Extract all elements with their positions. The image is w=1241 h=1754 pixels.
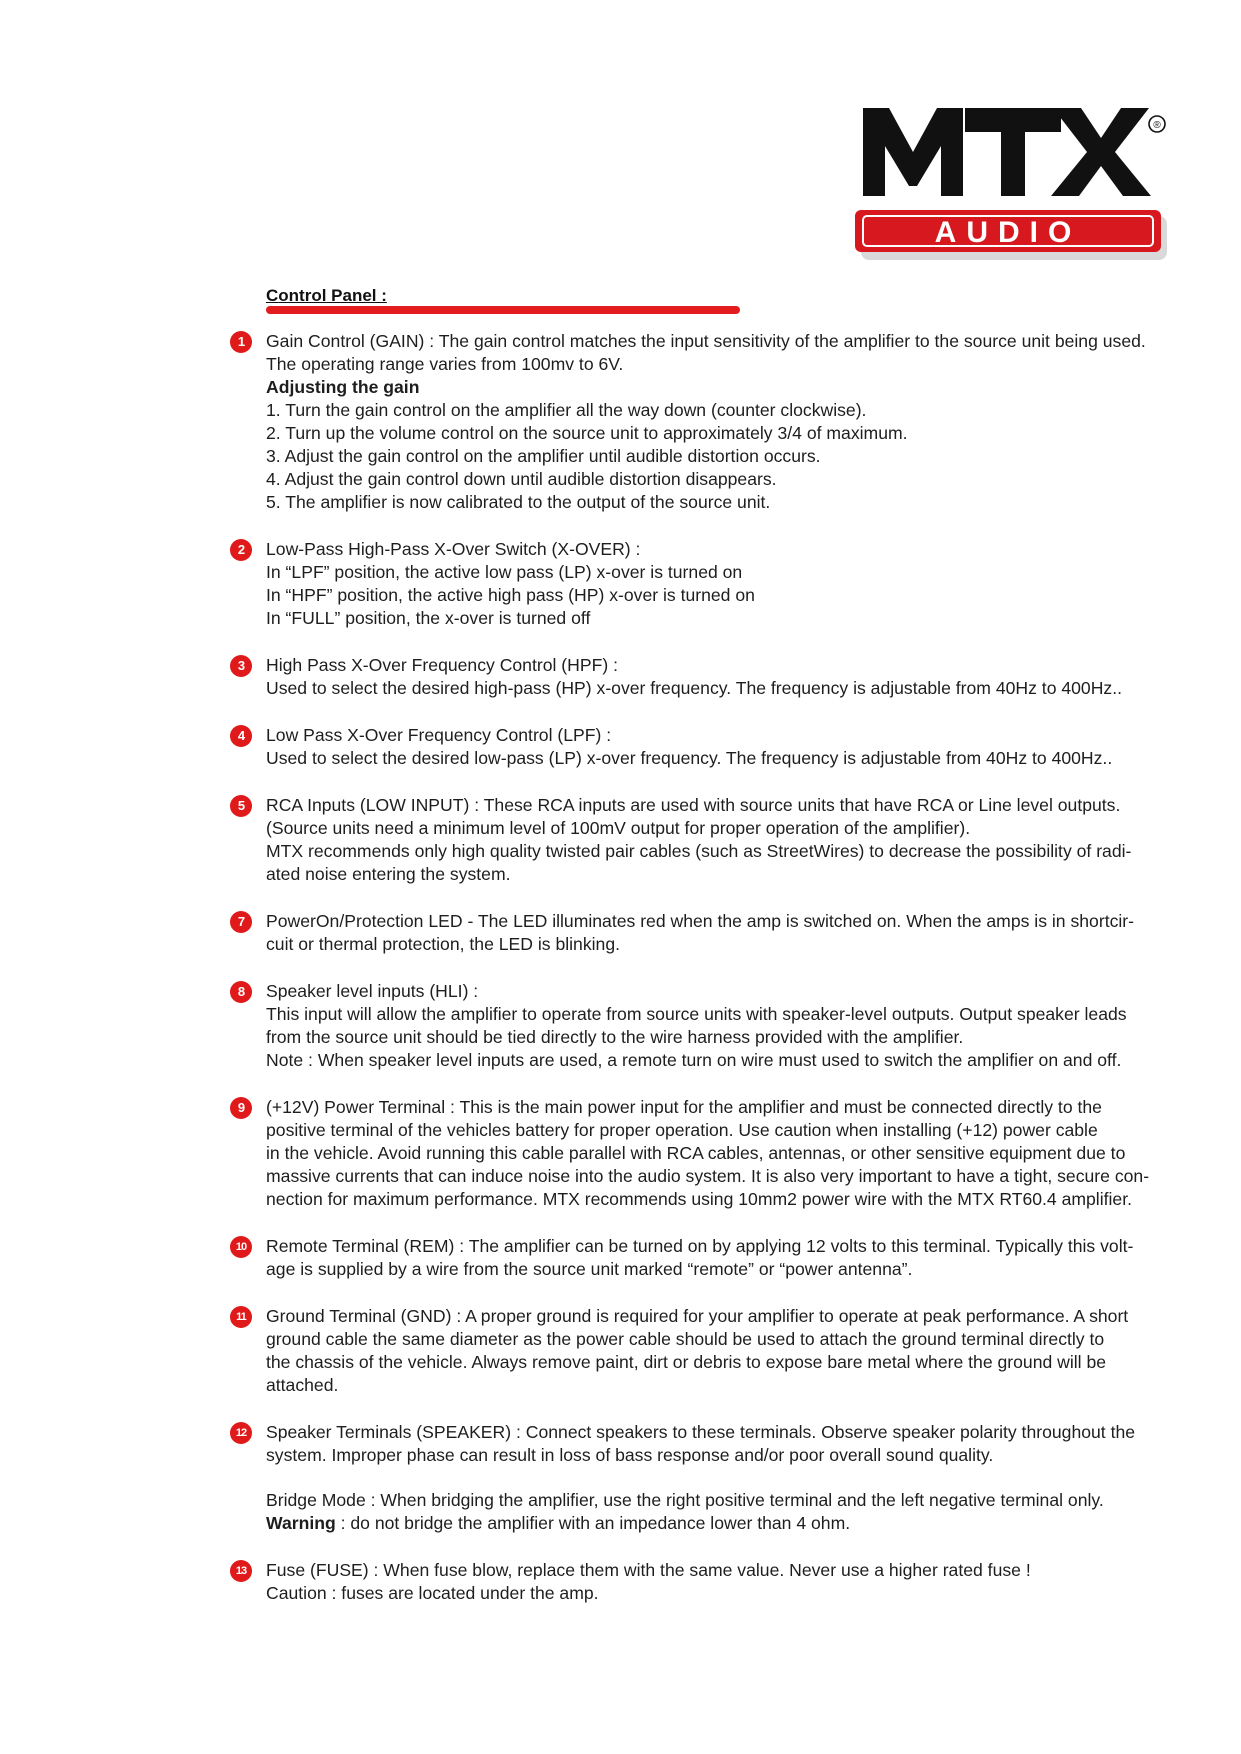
control-item — [230, 1305, 1190, 1397]
warning-text: : do not bridge the amplifier with an impedance lower than 4 ohm. — [335, 1513, 851, 1533]
step-line: 5. The amplifier is now calibrated to the output of the source unit. — [266, 492, 771, 512]
item-number-badge: 13 — [230, 1560, 252, 1582]
item-text-line: Remote Terminal (REM) : The amplifier can be turned on by applying 12 volts to this terminal. Typically this volt- — [266, 1236, 1134, 1256]
item-number-badge: 5 — [230, 795, 252, 817]
item-text-line: ated noise entering the system. — [266, 864, 511, 884]
control-item — [230, 980, 1190, 1072]
registered-mark: ® — [1153, 120, 1161, 131]
item-text-line: In “LPF” position, the active low pass (LP) x-over is turned on — [266, 562, 743, 582]
logo-audio-text: AUDIO — [934, 216, 1082, 249]
control-item — [230, 910, 1190, 956]
item-text-line: Note : When speaker level inputs are used, a remote turn on wire must used to switch the amplifier on and off. — [266, 1050, 1122, 1070]
item-number-badge: 3 — [230, 655, 252, 677]
item-text-line: cuit or thermal protection, the LED is blinking. — [266, 934, 620, 954]
item-text-line: Caution : fuses are located under the amp. — [266, 1583, 599, 1603]
item-text-line: positive terminal of the vehicles battery for proper operation. Use caution when installing (+12) power cable — [266, 1120, 1098, 1140]
item-text-line: Speaker level inputs (HLI) : — [266, 981, 479, 1001]
item-number-badge: 7 — [230, 911, 252, 933]
item-text-line: (Source units need a minimum level of 100mV output for proper operation of the amplifier). — [266, 818, 971, 838]
item-text-line: system. Improper phase can result in loss of bass response and/or poor overall sound quality. — [266, 1445, 994, 1465]
item-text-line: Gain Control (GAIN) : The gain control matches the input sensitivity of the amplifier to the source unit being used. — [266, 331, 1146, 351]
item-text-line: massive currents that can induce noise into the audio system. It is also very important to have a tight, secure con- — [266, 1166, 1150, 1186]
step-line: 3. Adjust the gain control on the amplifier until audible distortion occurs. — [266, 446, 821, 466]
item-number-badge: 10 — [230, 1236, 252, 1258]
control-item — [230, 1235, 1190, 1281]
item-number-badge: 12 — [230, 1422, 252, 1444]
item-text-line: Fuse (FUSE) : When fuse blow, replace them with the same value. Never use a higher rated fuse ! — [266, 1560, 1031, 1580]
control-item — [230, 1096, 1190, 1211]
item-number-badge: 4 — [230, 725, 252, 747]
control-item — [230, 724, 1190, 770]
control-item — [230, 1559, 1190, 1605]
control-item — [230, 538, 1190, 630]
item-number-badge: 8 — [230, 981, 252, 1003]
item-text-line: in the vehicle. Avoid running this cable parallel with RCA cables, antennas, or other sensitive equipment due to — [266, 1143, 1126, 1163]
control-panel-list — [230, 330, 1190, 1605]
warning-label: Warning — [266, 1513, 336, 1533]
item-text-line: Used to select the desired low-pass (LP) x-over frequency. The frequency is adjustable from 40Hz to 400Hz.. — [266, 748, 1113, 768]
item-text-line: Used to select the desired high-pass (HP) x-over frequency. The frequency is adjustable from 40Hz to 400Hz.. — [266, 678, 1122, 698]
control-item — [230, 330, 1190, 514]
item-text-line: nection for maximum performance. MTX recommends using 10mm2 power wire with the MTX RT60.4 amplifier. — [266, 1189, 1132, 1209]
page-title: Control Panel : — [266, 286, 387, 305]
item-text-line: (+12V) Power Terminal : This is the main power input for the amplifier and must be connected directly to the — [266, 1097, 1102, 1117]
item-text-line: the chassis of the vehicle. Always remove paint, dirt or debris to expose bare metal where the ground will be — [266, 1352, 1107, 1372]
item-text-line: RCA Inputs (LOW INPUT) : These RCA inputs are used with source units that have RCA or Line level outputs. — [266, 795, 1121, 815]
warning-note — [266, 1512, 1190, 1535]
item-text-line: age is supplied by a wire from the source unit marked “remote” or “power antenna”. — [266, 1259, 913, 1279]
item-text-line: High Pass X-Over Frequency Control (HPF) : — [266, 655, 618, 675]
sub-heading: Adjusting the gain — [266, 377, 420, 397]
item-text-line: Low-Pass High-Pass X-Over Switch (X-OVER) : — [266, 539, 641, 559]
item-number-badge: 11 — [230, 1306, 252, 1328]
item-text-line: Low Pass X-Over Frequency Control (LPF) : — [266, 725, 612, 745]
item-text-line: PowerOn/Protection LED - The LED illuminates red when the amp is switched on. When the amps is in shortcir- — [266, 911, 1135, 931]
item-text-line: In “FULL” position, the x-over is turned off — [266, 608, 591, 628]
step-line: 2. Turn up the volume control on the source unit to approximately 3/4 of maximum. — [266, 423, 908, 443]
item-text-line: attached. — [266, 1375, 339, 1395]
item-text-line: ground cable the same diameter as the power cable should be used to attach the ground terminal directly to — [266, 1329, 1105, 1349]
item-number-badge: 1 — [230, 331, 252, 353]
item-text-line: This input will allow the amplifier to operate from source units with speaker-level outputs. Output speaker leads — [266, 1004, 1127, 1024]
control-item — [230, 1421, 1190, 1535]
item-text-line: The operating range varies from 100mv to 6V. — [266, 354, 624, 374]
control-item — [230, 794, 1190, 886]
item-text-line: from the source unit should be tied directly to the wire harness provided with the amplifier. — [266, 1027, 964, 1047]
item-text-line: In “HPF” position, the active high pass (HP) x-over is turned on — [266, 585, 755, 605]
control-item — [230, 654, 1190, 700]
item-text-line: Speaker Terminals (SPEAKER) : Connect speakers to these terminals. Observe speaker polarity throughout the — [266, 1422, 1136, 1442]
mtx-audio-logo — [855, 88, 1175, 266]
step-line: 4. Adjust the gain control down until audible distortion disappears. — [266, 469, 777, 489]
item-text-line: Ground Terminal (GND) : A proper ground is required for your amplifier to operate at peak performance. A short — [266, 1306, 1129, 1326]
item-number-badge: 9 — [230, 1097, 252, 1119]
item-number-badge: 2 — [230, 539, 252, 561]
item-text-line: MTX recommends only high quality twisted pair cables (such as StreetWires) to decrease the possibility of radi- — [266, 841, 1132, 861]
bridge-mode-note: Bridge Mode : When bridging the amplifier, use the right positive terminal and the left negative terminal only. — [266, 1490, 1104, 1510]
step-line: 1. Turn the gain control on the amplifier all the way down (counter clockwise). — [266, 400, 867, 420]
title-underline-bar — [266, 306, 740, 314]
logo-graphic — [855, 88, 1175, 266]
